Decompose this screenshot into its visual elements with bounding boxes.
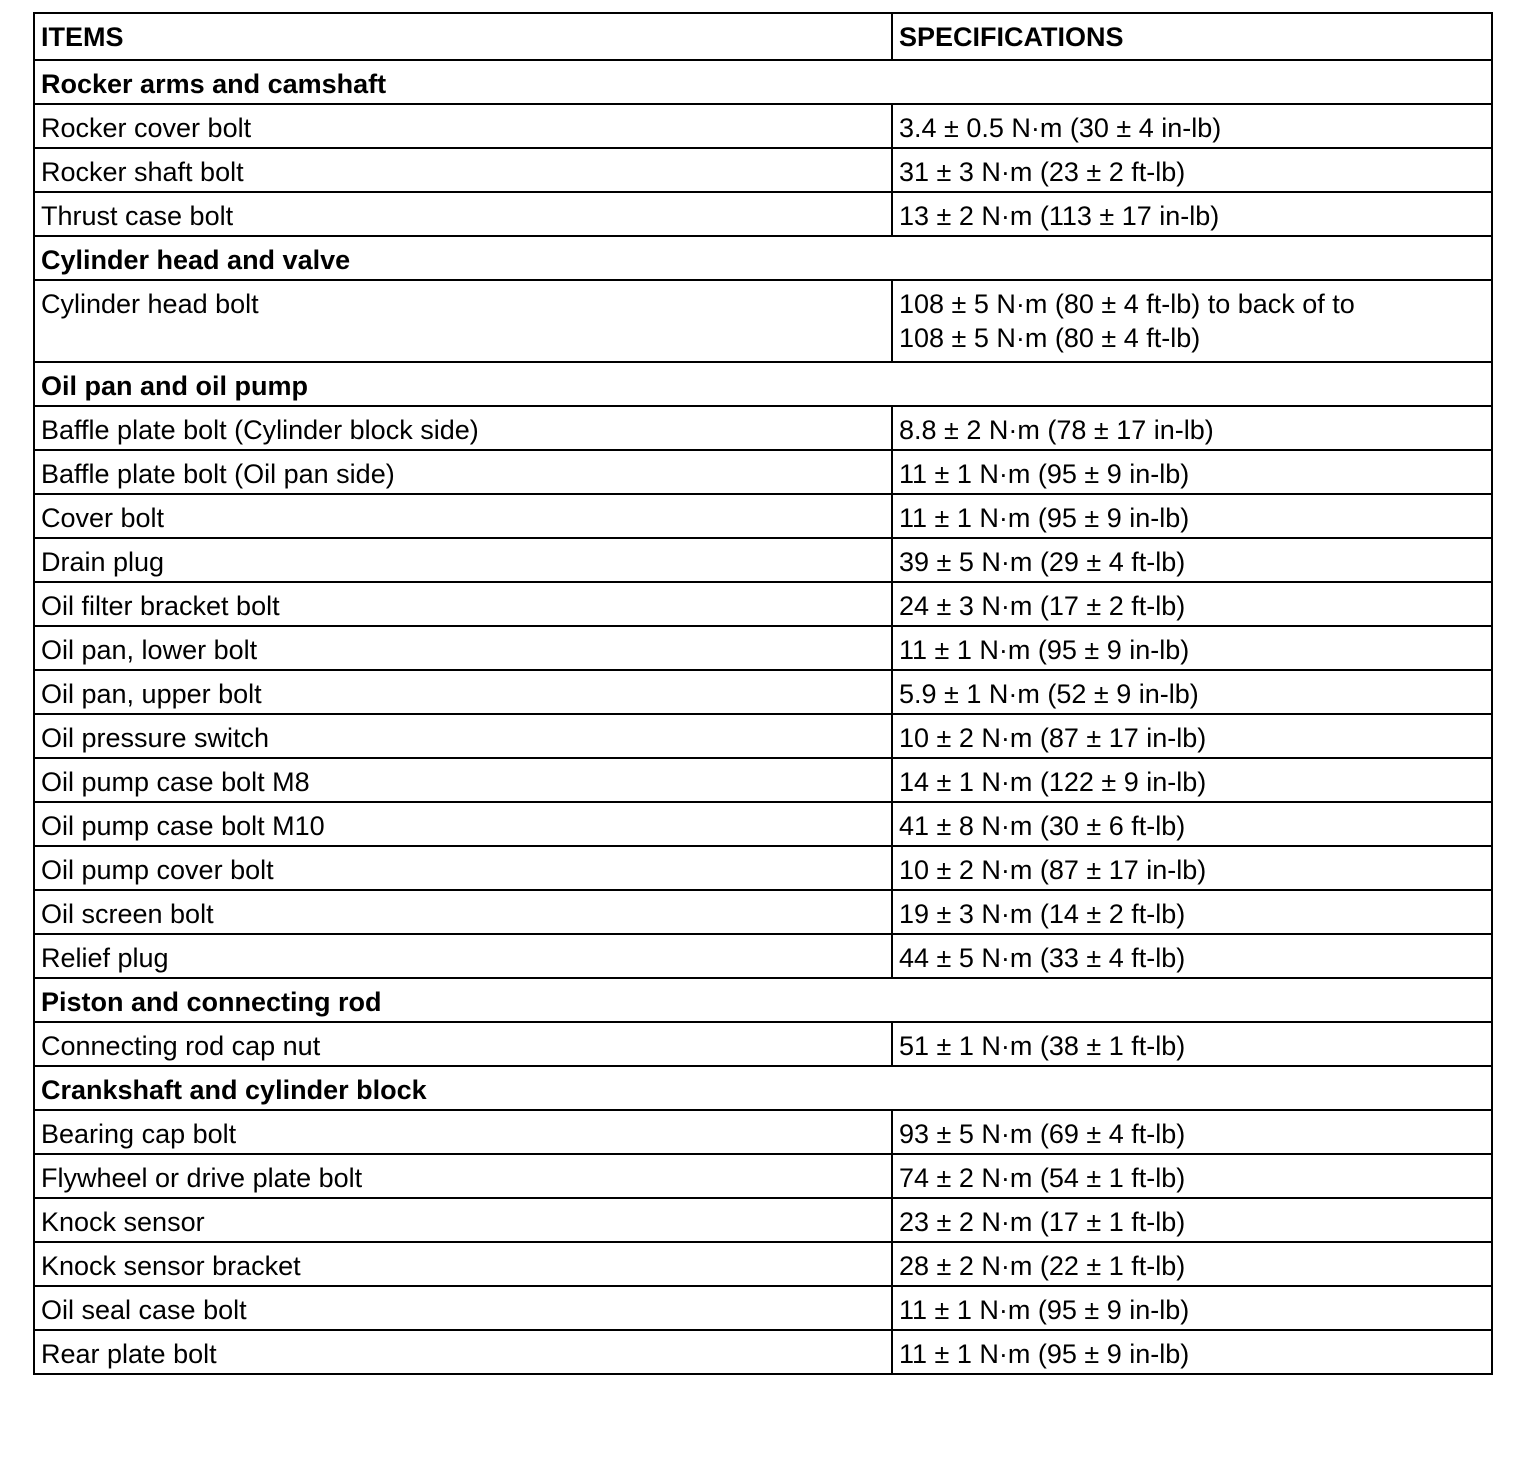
item-cell: Baffle plate bolt (Cylinder block side) bbox=[34, 406, 892, 450]
spec-cell bbox=[892, 890, 1492, 934]
section-title: Oil pan and oil pump bbox=[34, 362, 1492, 406]
item-cell: Drain plug bbox=[34, 538, 892, 582]
spec-line: 51 ± 1 N·m (38 ± 1 ft-lb) bbox=[899, 1031, 1186, 1061]
table-header-row bbox=[34, 13, 1492, 60]
table-row bbox=[34, 104, 1492, 148]
table-row bbox=[34, 494, 1492, 538]
spec-cell bbox=[892, 802, 1492, 846]
spec-line: 28 ± 2 N·m (22 ± 1 ft-lb) bbox=[899, 1251, 1186, 1281]
spec-line: 31 ± 3 N·m (23 ± 2 ft-lb) bbox=[899, 157, 1186, 187]
spec-cell bbox=[892, 1242, 1492, 1286]
spec-cell bbox=[892, 670, 1492, 714]
table-row bbox=[34, 1286, 1492, 1330]
spec-line: 23 ± 2 N·m (17 ± 1 ft-lb) bbox=[899, 1207, 1186, 1237]
section-row bbox=[34, 236, 1492, 280]
spec-line: 39 ± 5 N·m (29 ± 4 ft-lb) bbox=[899, 547, 1186, 577]
item-cell: Oil seal case bolt bbox=[34, 1286, 892, 1330]
section-row bbox=[34, 978, 1492, 1022]
spec-cell bbox=[892, 450, 1492, 494]
header-items: ITEMS bbox=[34, 13, 892, 60]
item-cell: Oil filter bracket bolt bbox=[34, 582, 892, 626]
spec-cell bbox=[892, 538, 1492, 582]
spec-line: 10 ± 2 N·m (87 ± 17 in-lb) bbox=[899, 723, 1207, 753]
spec-line: 11 ± 1 N·m (95 ± 9 in-lb) bbox=[899, 459, 1190, 489]
item-cell: Cylinder head bolt bbox=[34, 280, 892, 362]
spec-cell bbox=[892, 192, 1492, 236]
item-cell: Flywheel or drive plate bolt bbox=[34, 1154, 892, 1198]
item-cell: Oil pump case bolt M10 bbox=[34, 802, 892, 846]
spec-line: 3.4 ± 0.5 N·m (30 ± 4 in-lb) bbox=[899, 113, 1222, 143]
spec-line: 5.9 ± 1 N·m (52 ± 9 in-lb) bbox=[899, 679, 1199, 709]
section-title: Cylinder head and valve bbox=[34, 236, 1492, 280]
item-cell: Oil pump case bolt M8 bbox=[34, 758, 892, 802]
item-cell: Bearing cap bolt bbox=[34, 1110, 892, 1154]
item-cell: Connecting rod cap nut bbox=[34, 1022, 892, 1066]
item-cell: Oil pan, lower bolt bbox=[34, 626, 892, 670]
table-row bbox=[34, 148, 1492, 192]
spec-cell bbox=[892, 148, 1492, 192]
table-row bbox=[34, 1154, 1492, 1198]
spec-cell bbox=[892, 582, 1492, 626]
table-row bbox=[34, 1110, 1492, 1154]
spec-cell bbox=[892, 934, 1492, 978]
table-row bbox=[34, 1330, 1492, 1374]
spec-line: 11 ± 1 N·m (95 ± 9 in-lb) bbox=[899, 1295, 1190, 1325]
spec-cell bbox=[892, 626, 1492, 670]
table-row bbox=[34, 714, 1492, 758]
table-row bbox=[34, 1242, 1492, 1286]
table-row bbox=[34, 192, 1492, 236]
section-row bbox=[34, 60, 1492, 104]
section-row bbox=[34, 362, 1492, 406]
spec-cell bbox=[892, 846, 1492, 890]
table-row bbox=[34, 582, 1492, 626]
spec-line: 108 ± 5 N·m (80 ± 4 ft-lb) to back of to bbox=[899, 289, 1355, 319]
spec-line: 11 ± 1 N·m (95 ± 9 in-lb) bbox=[899, 503, 1190, 533]
section-title: Piston and connecting rod bbox=[34, 978, 1492, 1022]
item-cell: Oil screen bolt bbox=[34, 890, 892, 934]
spec-cell bbox=[892, 406, 1492, 450]
spec-cell bbox=[892, 280, 1492, 362]
header-specifications: SPECIFICATIONS bbox=[892, 13, 1492, 60]
spec-cell bbox=[892, 1286, 1492, 1330]
spec-line: 11 ± 1 N·m (95 ± 9 in-lb) bbox=[899, 1339, 1190, 1369]
table-row bbox=[34, 450, 1492, 494]
table-row bbox=[34, 670, 1492, 714]
spec-line: 108 ± 5 N·m (80 ± 4 ft-lb) bbox=[899, 323, 1201, 353]
spec-cell bbox=[892, 104, 1492, 148]
spec-cell bbox=[892, 1110, 1492, 1154]
item-cell: Oil pan, upper bolt bbox=[34, 670, 892, 714]
torque-spec-table bbox=[33, 12, 1493, 1375]
item-cell: Oil pressure switch bbox=[34, 714, 892, 758]
item-cell: Thrust case bolt bbox=[34, 192, 892, 236]
spec-cell bbox=[892, 1022, 1492, 1066]
table-row bbox=[34, 1198, 1492, 1242]
spec-line: 19 ± 3 N·m (14 ± 2 ft-lb) bbox=[899, 899, 1186, 929]
spec-line: 11 ± 1 N·m (95 ± 9 in-lb) bbox=[899, 635, 1190, 665]
spec-line: 74 ± 2 N·m (54 ± 1 ft-lb) bbox=[899, 1163, 1186, 1193]
table-row bbox=[34, 934, 1492, 978]
table-row bbox=[34, 626, 1492, 670]
spec-cell bbox=[892, 1330, 1492, 1374]
section-title: Rocker arms and camshaft bbox=[34, 60, 1492, 104]
section-row bbox=[34, 1066, 1492, 1110]
item-cell: Rocker shaft bolt bbox=[34, 148, 892, 192]
item-cell: Rocker cover bolt bbox=[34, 104, 892, 148]
item-cell: Oil pump cover bolt bbox=[34, 846, 892, 890]
spec-line: 24 ± 3 N·m (17 ± 2 ft-lb) bbox=[899, 591, 1186, 621]
spec-cell bbox=[892, 714, 1492, 758]
table-row bbox=[34, 280, 1492, 362]
item-cell: Rear plate bolt bbox=[34, 1330, 892, 1374]
table-row bbox=[34, 406, 1492, 450]
table-row bbox=[34, 846, 1492, 890]
table-row bbox=[34, 802, 1492, 846]
section-title: Crankshaft and cylinder block bbox=[34, 1066, 1492, 1110]
spec-line: 13 ± 2 N·m (113 ± 17 in-lb) bbox=[899, 201, 1220, 231]
spec-line: 41 ± 8 N·m (30 ± 6 ft-lb) bbox=[899, 811, 1186, 841]
item-cell: Relief plug bbox=[34, 934, 892, 978]
item-cell: Baffle plate bolt (Oil pan side) bbox=[34, 450, 892, 494]
spec-line: 8.8 ± 2 N·m (78 ± 17 in-lb) bbox=[899, 415, 1214, 445]
table-row bbox=[34, 538, 1492, 582]
table-row bbox=[34, 890, 1492, 934]
table-row bbox=[34, 758, 1492, 802]
table-row bbox=[34, 1022, 1492, 1066]
spec-cell bbox=[892, 1198, 1492, 1242]
spec-cell bbox=[892, 758, 1492, 802]
item-cell: Knock sensor bracket bbox=[34, 1242, 892, 1286]
table-body bbox=[34, 13, 1492, 1374]
spec-cell bbox=[892, 494, 1492, 538]
spec-cell bbox=[892, 1154, 1492, 1198]
spec-line: 10 ± 2 N·m (87 ± 17 in-lb) bbox=[899, 855, 1207, 885]
spec-line: 14 ± 1 N·m (122 ± 9 in-lb) bbox=[899, 767, 1207, 797]
spec-line: 44 ± 5 N·m (33 ± 4 ft-lb) bbox=[899, 943, 1186, 973]
item-cell: Knock sensor bbox=[34, 1198, 892, 1242]
spec-line: 93 ± 5 N·m (69 ± 4 ft-lb) bbox=[899, 1119, 1186, 1149]
item-cell: Cover bolt bbox=[34, 494, 892, 538]
